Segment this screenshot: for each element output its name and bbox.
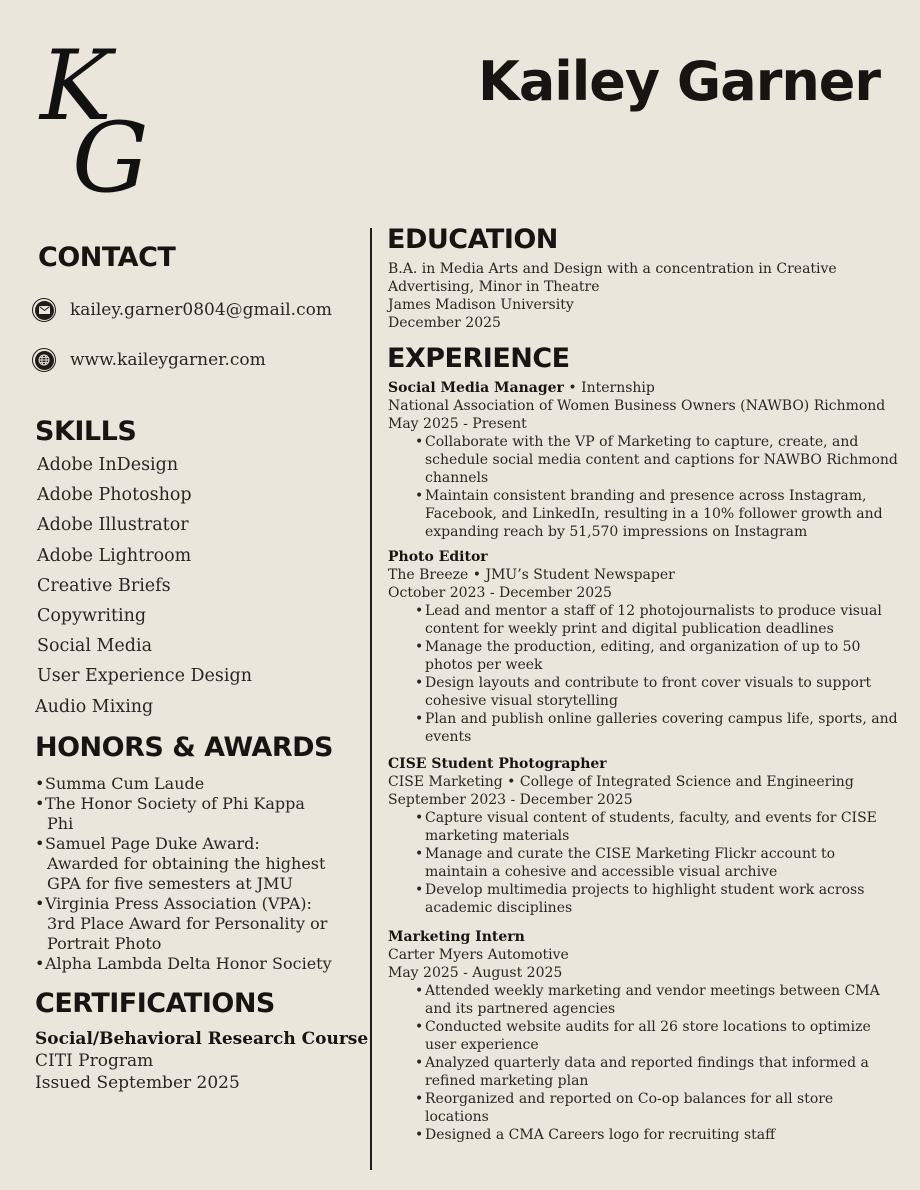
certification-org: CITI Program	[35, 1051, 154, 1071]
column-divider	[370, 228, 372, 1170]
experience-heading: EXPERIENCE	[387, 343, 570, 374]
job-dates: May 2025 - August 2025	[388, 965, 563, 981]
skills-list	[37, 452, 252, 724]
skill-item: Creative Briefs	[37, 575, 171, 596]
job-bullet: • Designed a CMA Careers logo for recruiting staff	[415, 1127, 776, 1143]
job-bullet: • Plan and publish online galleries covering campus life, sports, and events	[415, 711, 898, 745]
job-role: CISE Student Photographer	[388, 756, 607, 772]
honor-item: •Samuel Page Duke Award: Awarded for obtaining the highest GPA for five semesters at JMU	[35, 834, 326, 893]
job-entry	[388, 379, 898, 541]
job-bullets	[388, 602, 898, 746]
honor-item: •The Honor Society of Phi Kappa Phi	[35, 794, 305, 833]
certifications-heading: CERTIFICATIONS	[35, 988, 275, 1019]
job-bullet: • Reorganized and reported on Co-op balances for all store locations	[415, 1091, 834, 1125]
job-bullets	[388, 982, 898, 1144]
education-entry	[388, 260, 898, 332]
certification-title: Social/Behavioral Research Course	[35, 1029, 369, 1049]
globe-icon	[32, 348, 56, 372]
skill-item: Adobe Photoshop	[37, 485, 192, 506]
education-heading: EDUCATION	[387, 224, 558, 255]
job-bullet: • Conducted website audits for all 26 store locations to optimize user experience	[415, 1019, 871, 1053]
job-role: Marketing Intern	[388, 929, 525, 945]
honors-heading: HONORS & AWARDS	[35, 732, 333, 763]
email-link[interactable]: kailey.garner0804@gmail.com	[70, 300, 332, 320]
job-bullet: • Attended weekly marketing and vendor meetings between CMA and its partnered agencies	[415, 983, 880, 1017]
skill-item: Adobe Illustrator	[37, 515, 189, 536]
skill-item: Adobe Lightroom	[37, 545, 192, 566]
job-entry	[388, 928, 898, 1144]
job-org: CISE Marketing • College of Integrated Science and Engineering	[388, 774, 854, 790]
job-dates: October 2023 - December 2025	[388, 585, 612, 601]
website-row[interactable]	[32, 348, 266, 372]
honor-item: •Alpha Lambda Delta Honor Society	[35, 954, 332, 973]
honor-item: •Summa Cum Laude	[35, 774, 205, 793]
certification-issued: Issued September 2025	[35, 1073, 240, 1093]
school: James Madison University	[388, 297, 574, 313]
graduation-date: December 2025	[388, 315, 501, 331]
job-bullet: • Collaborate with the VP of Marketing to capture, create, and schedule social media content and captions for NAWBO Richmond channels	[415, 434, 898, 486]
job-bullet: • Lead and mentor a staff of 12 photojournalists to produce visual content for weekly print and digital publication deadlines	[415, 603, 882, 637]
job-dates: May 2025 - Present	[388, 416, 527, 432]
job-bullet: • Design layouts and contribute to front cover visuals to support cohesive visual storytelling	[415, 675, 872, 709]
monogram-g: G	[72, 102, 149, 214]
skill-item: Audio Mixing	[35, 696, 154, 717]
envelope-icon	[32, 298, 56, 322]
job-bullet: • Develop multimedia projects to highlight student work across academic disciplines	[415, 882, 865, 916]
job-bullet: • Maintain consistent branding and presence across Instagram, Facebook, and LinkedIn, resulting in a 10% follower growth and expanding reach by 51,570 impressions on Instagram	[415, 488, 883, 540]
job-org: The Breeze • JMU’s Student Newspaper	[388, 567, 675, 583]
honors-list	[35, 774, 335, 974]
job-entry	[388, 548, 898, 746]
website-link[interactable]: www.kaileygarner.com	[70, 350, 266, 370]
skill-item: Adobe InDesign	[37, 455, 179, 475]
skill-item: Social Media	[37, 636, 153, 657]
job-bullet: • Manage and curate the CISE Marketing Flickr account to maintain a cohesive and accessible visual archive	[415, 846, 836, 880]
monogram	[40, 30, 150, 214]
job-org: Carter Myers Automotive	[388, 947, 569, 963]
monogram-k: K	[40, 30, 112, 142]
honor-item: •Virginia Press Association (VPA): 3rd Place Award for Personality or Portrait Photo	[35, 894, 328, 953]
email-row[interactable]	[32, 298, 332, 322]
contact-heading: CONTACT	[38, 242, 176, 273]
skill-item: Copywriting	[37, 605, 147, 626]
job-role: Social Media Manager	[388, 380, 564, 396]
certification-entry	[35, 1028, 368, 1094]
skill-item: User Experience Design	[37, 666, 252, 687]
job-bullets	[388, 809, 898, 917]
degree: B.A. in Media Arts and Design with a concentration in Creative Advertising, Minor in Theatre	[388, 261, 837, 295]
job-dates: September 2023 - December 2025	[388, 792, 633, 808]
job-bullet: • Capture visual content of students, faculty, and events for CISE marketing materials	[415, 810, 877, 844]
job-role: Photo Editor	[388, 549, 488, 565]
job-entry	[388, 755, 898, 917]
job-org: National Association of Women Business Owners (NAWBO) Richmond	[388, 398, 886, 414]
job-bullet: • Analyzed quarterly data and reported findings that informed a refined marketing plan	[415, 1055, 869, 1089]
name-title: Kailey Garner	[478, 50, 881, 113]
job-bullet: • Manage the production, editing, and organization of up to 50 photos per week	[415, 639, 861, 673]
job-type: • Internship	[563, 380, 655, 396]
skills-heading: SKILLS	[35, 416, 137, 447]
job-bullets	[388, 433, 898, 541]
